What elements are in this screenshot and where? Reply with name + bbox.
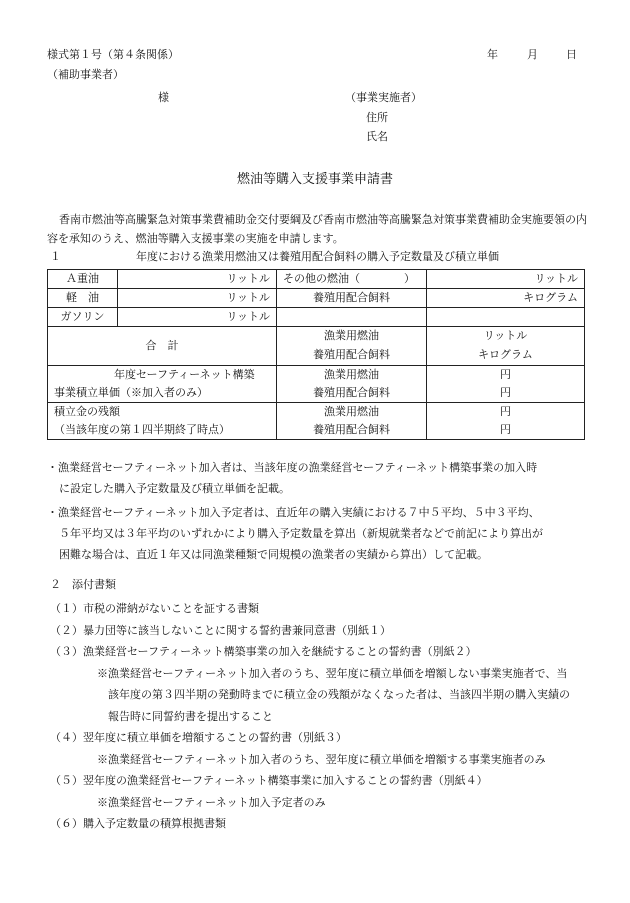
empty-cell — [427, 308, 585, 327]
date-day-label: 日 — [566, 48, 577, 61]
other-fuel-unit: リットル — [427, 270, 585, 289]
list-item: （５）翌年度の漁業経営セーフティーネット構築事業に加入することの誓約書（別紙４） — [50, 774, 488, 787]
gasoline-label: ガソリン — [48, 308, 118, 327]
table-row — [48, 308, 585, 327]
list-item: （３）漁業経営セーフティーネット構築事業の加入を継続することの誓約書（別紙２） — [50, 645, 477, 658]
balance-fuel-unit: 円 — [427, 403, 585, 422]
attachment-list — [50, 598, 570, 835]
table-row — [48, 366, 585, 385]
balance-label-1: 積立金の残額 — [48, 403, 277, 422]
purchase-table — [47, 269, 585, 440]
reserve-feed-label: 養殖用配合飼料 — [277, 384, 427, 403]
light-oil-label: 軽 油 — [48, 289, 118, 308]
table-row — [48, 421, 585, 440]
section1-number: １ — [50, 250, 61, 263]
note-line: ・漁業経営セーフティーネット加入予定者は、直近年の購入実績における７中５平均、５中３平均、 — [47, 506, 540, 519]
fuel-a-heavy-oil-unit: リットル — [118, 270, 277, 289]
total-feed-unit: キログラム — [427, 346, 585, 366]
other-fuel-label: その他の燃油（ — [283, 271, 360, 285]
total-feed-label: 養殖用配合飼料 — [277, 346, 427, 366]
list-item: （６）購入予定数量の積算根拠書類 — [50, 817, 226, 830]
document-title: 燃油等購入支援事業申請書 — [236, 172, 393, 187]
applicant-label: （事業実施者） — [345, 91, 422, 104]
list-item-note: 報告時に同誓約書を提出すること — [108, 709, 273, 723]
table-row — [48, 384, 585, 403]
list-item: （２）暴力団等に該当しないことに関する誓約書兼同意書（別紙１） — [50, 623, 391, 637]
intro-paragraph — [47, 210, 592, 248]
list-item-note: 該年度の第３四半期の発動時までに積立金の残額がなくなった者は、当該四半期の購入実績の — [108, 688, 570, 701]
name-label: 氏名 — [366, 130, 388, 143]
form-number: 様式第１号（第４条関係） — [47, 48, 179, 61]
address-label: 住所 — [366, 111, 388, 124]
date-month-label: 月 — [527, 48, 538, 61]
note-line: ・漁業経営セーフティーネット加入者は、当該年度の漁業経営セーフティーネット構築事業の加入時 — [47, 461, 538, 474]
reserve-label-1: 年度セーフティーネット構築 — [48, 366, 277, 385]
reserve-feed-unit: 円 — [427, 384, 585, 403]
section2-heading: ２ 添付書類 — [50, 578, 116, 591]
total-fuel-unit: リットル — [427, 327, 585, 347]
feed-label: 養殖用配合飼料 — [277, 289, 427, 308]
reserve-fuel-label: 漁業用燃油 — [277, 366, 427, 385]
recipient-label: （補助事業者） — [47, 68, 124, 81]
gasoline-unit: リットル — [118, 308, 277, 327]
total-label: 合 計 — [48, 327, 277, 366]
other-fuel-cell — [277, 270, 427, 289]
list-item-note: ※漁業経営セーフティーネット加入者のうち、翌年度に積立単価を増額しない事業実施者で、当 — [97, 666, 568, 680]
reserve-label-2: 事業積立単価（※加入者のみ） — [48, 384, 277, 403]
other-fuel-close: ） — [404, 271, 415, 285]
list-item-note: ※漁業経営セーフティーネット加入予定者のみ — [97, 795, 326, 809]
total-fuel-label: 漁業用燃油 — [277, 327, 427, 347]
date-year-label: 年 — [487, 48, 498, 61]
notes-block — [47, 457, 595, 565]
note-line: 困難な場合は、直近１年又は同漁業種類で同規模の漁業者の実績から算出）して記載。 — [59, 548, 488, 561]
balance-fuel-label: 漁業用燃油 — [277, 403, 427, 422]
reserve-fuel-unit: 円 — [427, 366, 585, 385]
balance-feed-label: 養殖用配合飼料 — [277, 421, 427, 440]
note-line: に設定した購入予定数量及び積立単価を記載。 — [59, 482, 290, 495]
balance-feed-unit: 円 — [427, 421, 585, 440]
fuel-a-heavy-oil-label: Ａ重油 — [48, 270, 118, 289]
table-row — [48, 403, 585, 422]
table-row — [48, 270, 585, 289]
section1-heading: 年度における漁業用燃油又は養殖用配合飼料の購入予定数量及び積立単価 — [136, 250, 499, 263]
list-item: （１）市税の滞納がないことを証する書類 — [50, 602, 259, 615]
table-row — [48, 289, 585, 308]
honorific-sama: 様 — [158, 91, 169, 104]
feed-unit: キログラム — [427, 289, 585, 308]
balance-label-2: （当該年度の第１四半期終了時点） — [48, 421, 277, 440]
empty-cell — [277, 308, 427, 327]
note-line: ５年平均又は３年平均のいずれかにより購入予定数量を算出（新規就業者などで前記により算出が — [59, 527, 543, 540]
light-oil-unit: リットル — [118, 289, 277, 308]
list-item: （４）翌年度に積立単価を増額することの誓約書（別紙３） — [50, 731, 347, 744]
table-row — [48, 327, 585, 347]
list-item-note: ※漁業経営セーフティーネット加入者のうち、翌年度に積立単価を増額する事業実施者のみ — [97, 752, 546, 766]
intro-text: 香南市燃油等高騰緊急対策事業費補助金交付要綱及び香南市燃油等高騰緊急対策事業費補助金実施要領の内容を承知のうえ、燃油等購入支援事業の実施を申請します。 — [47, 213, 587, 245]
